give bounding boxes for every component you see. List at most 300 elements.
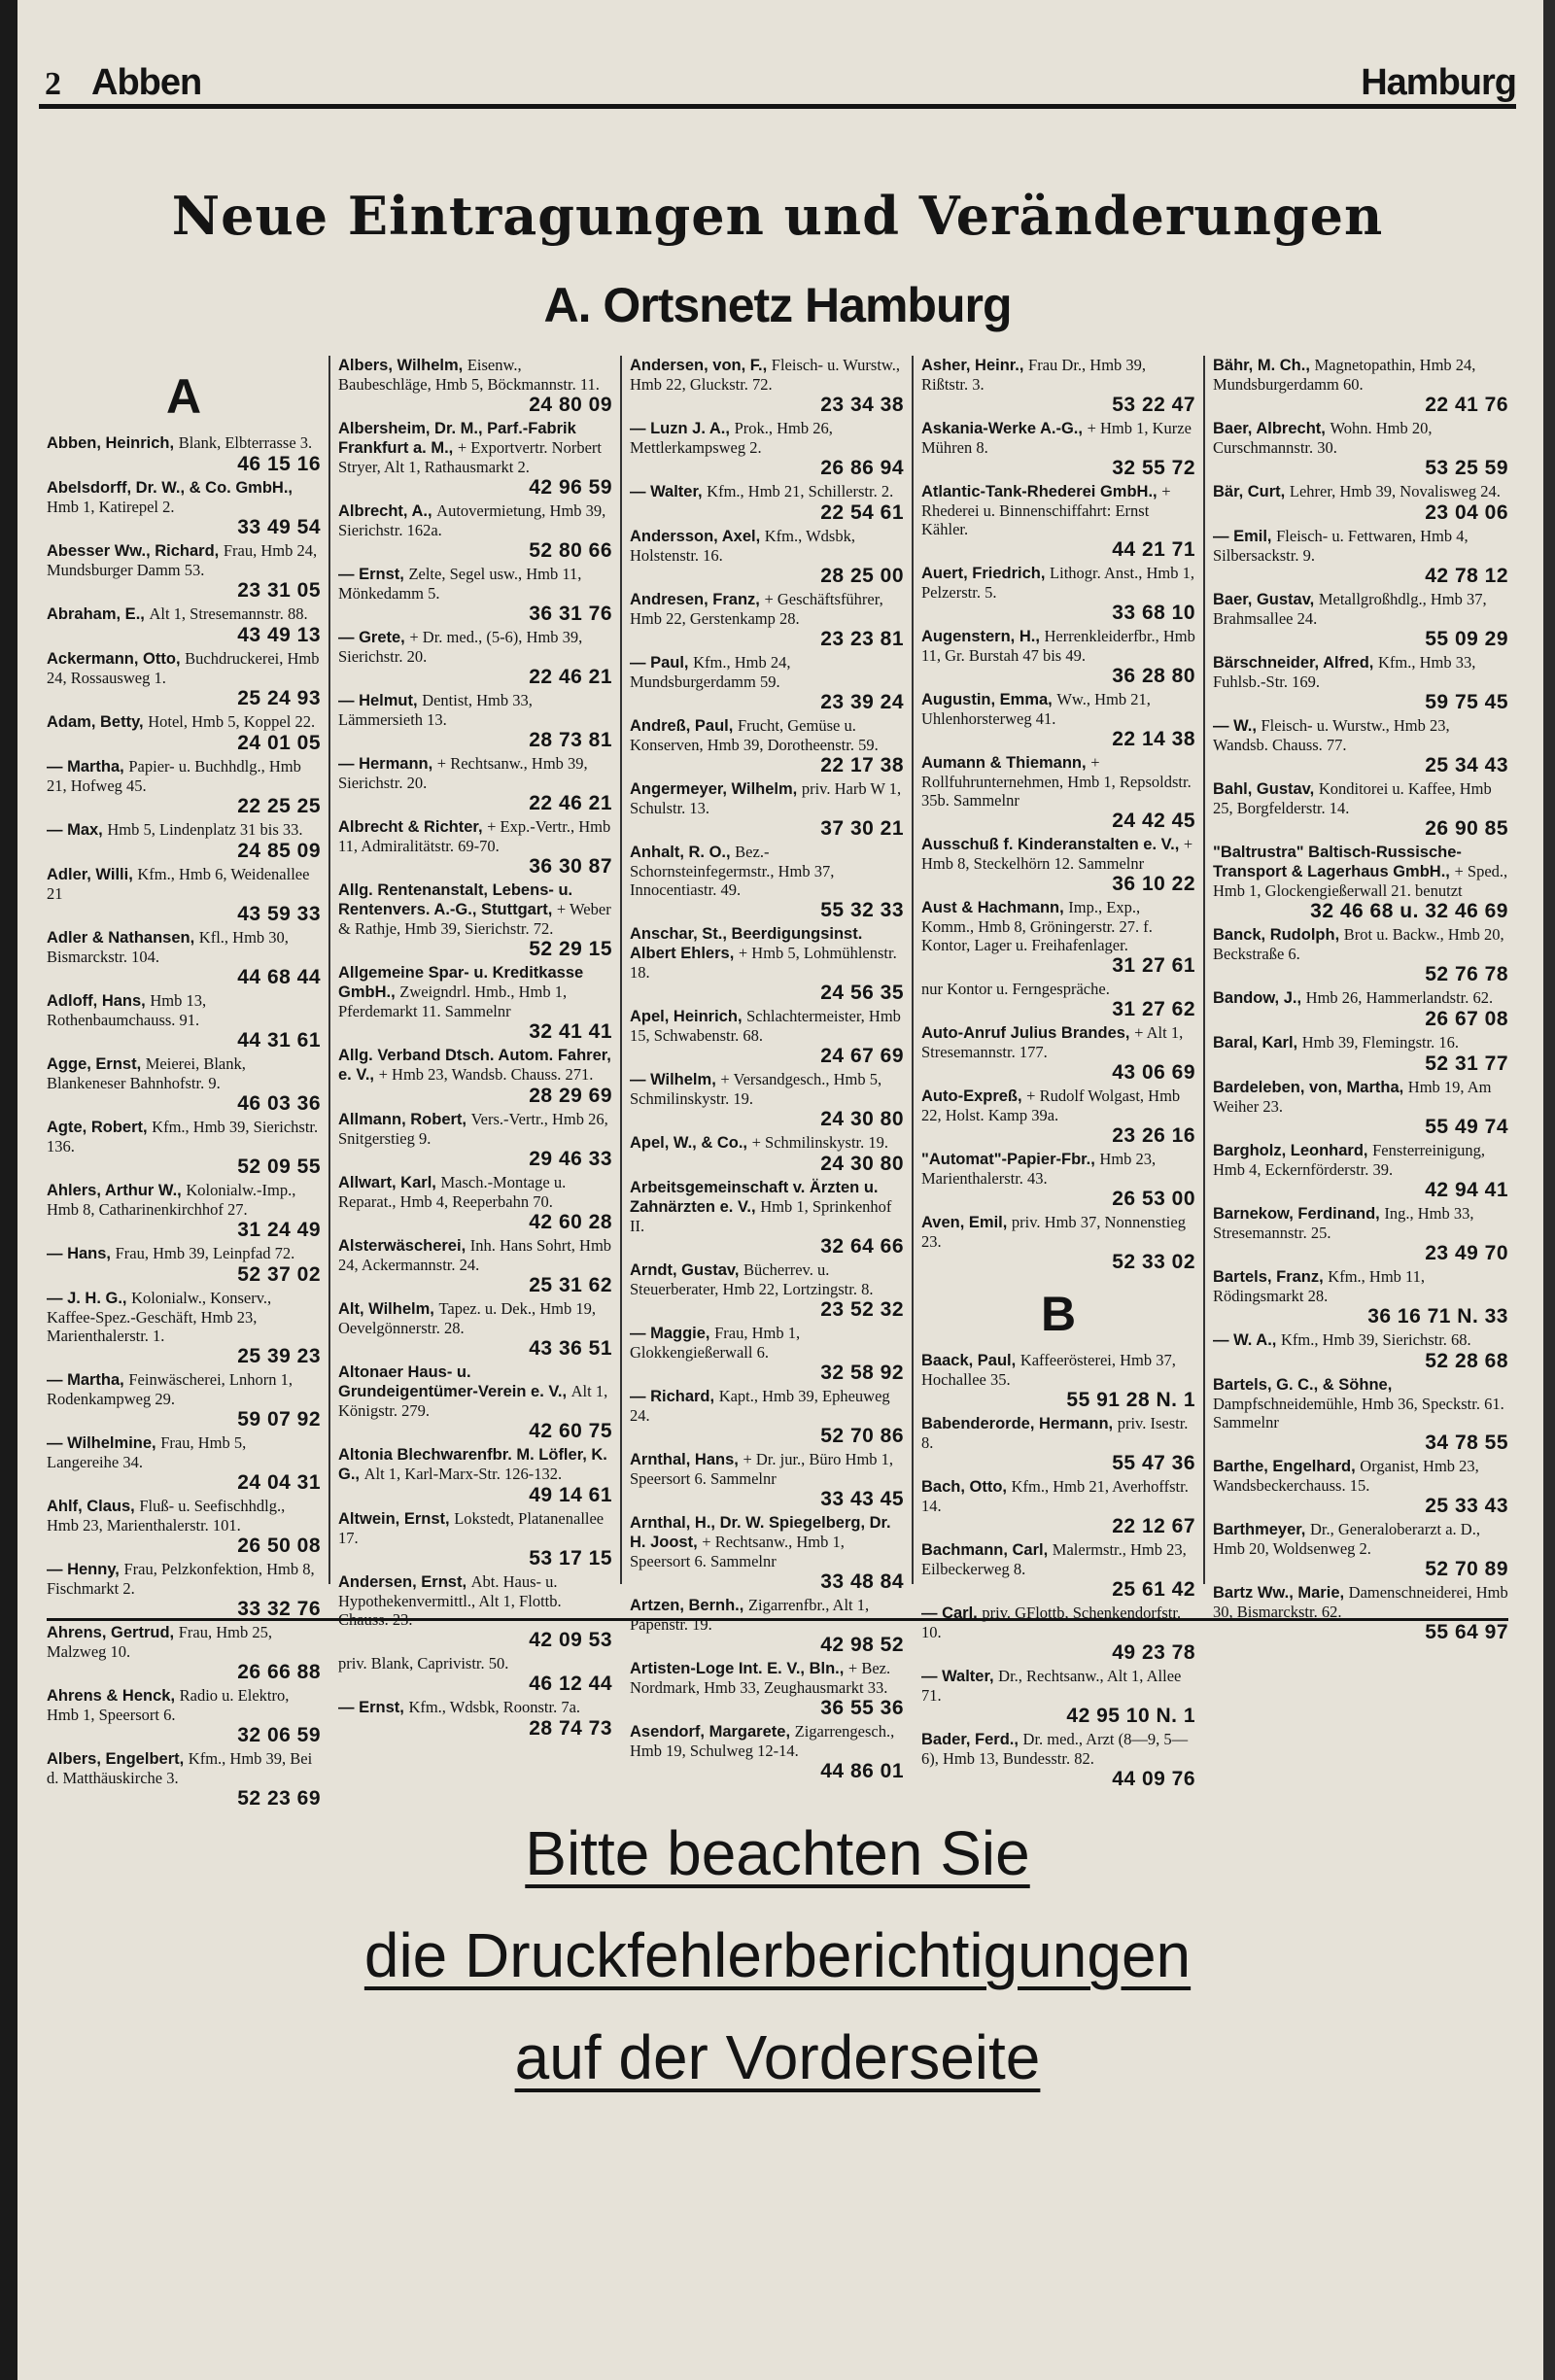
directory-entry — [47, 541, 321, 602]
entry-phone: 42 96 59 — [529, 476, 612, 499]
directory-entry — [630, 1659, 904, 1719]
entry-phone: 43 59 33 — [237, 903, 321, 925]
entry-name: Ahrens, Gertrud, — [47, 1624, 179, 1641]
entry-name: Asher, Heinr., — [921, 357, 1029, 374]
directory-entry — [338, 1572, 612, 1651]
directory-entry — [921, 1351, 1195, 1411]
directory-entry — [630, 1387, 904, 1447]
entry-phone: 29 46 33 — [529, 1148, 612, 1170]
entry-phone: 32 55 72 — [1112, 457, 1195, 479]
directory-entry — [338, 1173, 612, 1233]
entry-phone: 26 90 85 — [1425, 817, 1508, 840]
entry-phone: 49 14 61 — [529, 1484, 612, 1506]
entry-phone: 26 66 88 — [237, 1661, 321, 1683]
notice-line-3: auf der Vorderseite — [514, 2022, 1041, 2092]
entry-details: + Rollfuhrunternehmen, Hmb 1, Repsoldstr. 35b. Sammelnr — [921, 753, 1192, 810]
directory-entry — [630, 716, 904, 776]
entry-phone: 52 76 78 — [1425, 963, 1508, 985]
entry-details: Vers.-Vertr., Hmb 26, Snitgerstieg 9. — [338, 1110, 608, 1148]
entry-name: Barthmeyer, — [1213, 1521, 1310, 1538]
directory-entry — [338, 817, 612, 878]
directory-entry — [630, 1324, 904, 1384]
page-title: Neue Eintragungen und Veränderungen — [171, 185, 1384, 247]
entry-name: Adloff, Hans, — [47, 992, 151, 1010]
entry-details: + Alt 1, Stresemannstr. 177. — [921, 1023, 1184, 1061]
entry-details: + Exp.-Vertr., Hmb 11, Admiralitätstr. 69-70. — [338, 817, 611, 855]
directory-entry — [921, 1477, 1195, 1537]
entry-name: Allgemeine Spar- u. Kreditkasse GmbH., — [338, 964, 584, 1001]
entry-details: Schlachtermeister, Hmb 15, Schwabenstr. 68. — [630, 1007, 901, 1045]
entry-phone: 24 30 80 — [820, 1153, 904, 1175]
entry-phone: 44 31 61 — [237, 1029, 321, 1052]
directory-entry — [1213, 1204, 1508, 1264]
entry-name: — J. H. G., — [47, 1290, 132, 1307]
entry-name: "Baltrustra" Baltisch-Russische-Transport & Lagerhaus GmbH., — [1213, 844, 1462, 880]
entry-details: Fleisch- u. Fettwaren, Hmb 4, Silbersackstr. 9. — [1213, 527, 1469, 565]
entry-details: priv. Isestr. 8. — [921, 1414, 1189, 1452]
entry-name: Augustin, Emma, — [921, 691, 1057, 708]
entry-name: Bähr, M. Ch., — [1213, 357, 1315, 374]
directory-entry — [1213, 1330, 1508, 1372]
entry-name: — Hans, — [47, 1245, 116, 1262]
entry-phone: 55 49 74 — [1425, 1116, 1508, 1138]
entry-phone: 33 32 76 — [237, 1598, 321, 1620]
entry-phone: 23 04 06 — [1425, 501, 1508, 524]
entry-details: Papier- u. Buchhdlg., Hmb 21, Hofweg 45. — [47, 757, 301, 795]
entry-details: + Versandgesch., Hmb 5, Schmilinskystr. 19. — [630, 1070, 882, 1108]
directory-entry — [630, 843, 904, 921]
entry-phone: 59 07 92 — [237, 1408, 321, 1431]
entry-phone: 42 95 10 N. 1 — [1066, 1705, 1195, 1727]
entry-details: Kfm., Hmb 39, Sierichstr. 68. — [1280, 1330, 1471, 1349]
entry-details: + Hmb 8, Steckelhörn 12. Sammelnr — [921, 835, 1193, 873]
entry-details: Frau, Hmb 1, Glokkengießerwall 6. — [630, 1324, 801, 1362]
entry-name: Allg. Verband Dtsch. Autom. Fahrer, e. V., — [338, 1047, 611, 1084]
entry-phone: 37 30 21 — [820, 817, 904, 840]
entry-name: Allg. Rentenanstalt, Lebens- u. Rentenvers. A.-G., Stuttgart, — [338, 881, 573, 918]
entry-name: Abelsdorff, Dr. W., & Co. GmbH., — [47, 479, 294, 497]
entry-details: Hmb 1, Katirepel 2. — [47, 498, 175, 516]
entry-phone: 36 31 76 — [529, 603, 612, 625]
entry-name: Arndt, Gustav, — [630, 1261, 744, 1279]
entry-phone: 32 06 59 — [237, 1724, 321, 1746]
entry-name: Ahlers, Arthur W., — [47, 1182, 187, 1199]
entry-phone: 42 60 75 — [529, 1420, 612, 1442]
entry-name: Ahlf, Claus, — [47, 1498, 140, 1515]
entry-phone: 22 46 21 — [529, 792, 612, 814]
entry-details: Dr. med., Arzt (8—9, 5—6), Hmb 13, Bundesstr. 82. — [921, 1730, 1189, 1768]
entry-details: Kfm., Hmb 24, Mundsburgerdamm 59. — [630, 653, 791, 691]
entry-phone: 55 91 28 N. 1 — [1066, 1389, 1195, 1411]
entry-name: Andersen, Ernst, — [338, 1573, 471, 1591]
entry-name: Ahrens & Henck, — [47, 1687, 180, 1705]
entry-details: Kfm., Hmb 11, Rödingsmarkt 28. — [1213, 1267, 1426, 1305]
entry-name: Abraham, E., — [47, 605, 150, 623]
entry-name: — Paul, — [630, 654, 694, 672]
entry-details: Masch.-Montage u. Reparat., Hmb 4, Reeperbahn 70. — [338, 1173, 567, 1211]
entry-phone: 42 60 28 — [529, 1211, 612, 1233]
directory-entry — [47, 1497, 321, 1557]
directory-entry — [47, 757, 321, 817]
entry-details: + Hmb 1, Kurze Mühren 8. — [921, 419, 1192, 457]
entry-phone: 24 67 69 — [820, 1045, 904, 1067]
entry-name: Auto-Expreß, — [921, 1087, 1027, 1105]
entry-name: Allwart, Karl, — [338, 1174, 441, 1191]
entry-phone: 43 36 51 — [529, 1337, 612, 1360]
directory-entry — [630, 527, 904, 587]
entry-phone: 23 26 16 — [1112, 1124, 1195, 1147]
page-number: 2 — [45, 66, 61, 102]
entry-details: Abt. Haus- u. Hypothekenvermittl., Alt 1, Flottb. Chauss. 23. — [338, 1572, 562, 1629]
entry-details: Frau, Hmb 25, Malzweg 10. — [47, 1623, 272, 1661]
entry-details: Kfm., Hmb 6, Weidenallee 21 — [47, 865, 310, 903]
entry-phone: 24 56 35 — [820, 982, 904, 1004]
entry-name: Agte, Robert, — [47, 1119, 153, 1136]
entry-name: Albers, Engelbert, — [47, 1750, 189, 1768]
directory-entry — [921, 627, 1195, 687]
header-rule — [39, 104, 1516, 109]
entry-details: Dr., Generaloberarzt a. D., Hmb 20, Woldsenweg 2. — [1213, 1520, 1480, 1558]
directory-entry — [1213, 356, 1508, 416]
entry-name: — Henny, — [47, 1561, 124, 1578]
entry-name: Baral, Karl, — [1213, 1034, 1302, 1052]
entry-phone: 23 52 32 — [820, 1298, 904, 1321]
entry-phone: 52 70 89 — [1425, 1558, 1508, 1580]
entry-phone: 55 47 36 — [1112, 1452, 1195, 1474]
entry-phone: 25 33 43 — [1425, 1495, 1508, 1517]
entry-name: Arbeitsgemeinschaft v. Ärzten u. Zahnärzten e. V., — [630, 1179, 879, 1216]
directory-entry — [1213, 1033, 1508, 1075]
column-4 — [914, 356, 1205, 1790]
entry-name: Altwein, Ernst, — [338, 1510, 455, 1528]
entry-details: Lokstedt, Platanenallee 17. — [338, 1509, 605, 1547]
section-letter-b: B — [1040, 1287, 1077, 1341]
entry-name: Bachmann, Carl, — [921, 1541, 1053, 1559]
entry-details: Autovermietung, Hmb 39, Sierichstr. 162a. — [338, 501, 606, 539]
directory-entry — [630, 1070, 904, 1130]
entry-name: Bandow, J., — [1213, 989, 1306, 1007]
entry-details: Frucht, Gemüse u. Konserven, Hmb 39, Dorotheenstr. 59. — [630, 716, 879, 754]
directory-entry — [630, 1513, 904, 1593]
entry-details: Dentist, Hmb 33, Lämmersieth 13. — [338, 691, 533, 729]
directory-entry — [47, 1118, 321, 1178]
entry-name: Anschar, St., Beerdigungsinst. Albert Ehlers, — [630, 925, 863, 962]
directory-entry — [47, 1623, 321, 1683]
entry-details: Kfm., Hmb 39, Sierichstr. 136. — [47, 1118, 319, 1156]
entry-name: Agge, Ernst, — [47, 1055, 146, 1073]
entry-phone: 42 09 53 — [529, 1629, 612, 1651]
entry-details: Dampfschneidemühle, Hmb 36, Speckstr. 61. Sammelnr — [1213, 1395, 1504, 1431]
entry-phone: 36 10 22 — [1112, 873, 1195, 895]
entry-details: Kapt., Hmb 39, Epheuweg 24. — [630, 1387, 890, 1425]
entry-name: Bader, Ferd., — [921, 1731, 1023, 1748]
entry-details: Eisenw., Baubeschläge, Hmb 5, Böckmannstr. 11. — [338, 356, 600, 394]
directory-entry — [338, 880, 612, 960]
directory-entry — [921, 1213, 1195, 1273]
entry-name: — Wilhelm, — [630, 1071, 721, 1088]
entry-details: Bücherrev. u. Steuerberater, Hmb 22, Lortzingstr. 8. — [630, 1260, 874, 1298]
entry-phone: 31 27 62 — [1112, 998, 1195, 1020]
entry-details: Frau Dr., Hmb 39, Rißtstr. 3. — [921, 356, 1147, 394]
entry-details: Kfm., Hmb 21, Schillerstr. 2. — [707, 482, 894, 500]
directory-entry — [1213, 590, 1508, 650]
directory-entry — [47, 1749, 321, 1810]
entry-name: Albers, Wilhelm, — [338, 357, 467, 374]
directory-entry — [921, 1730, 1195, 1790]
entry-phone: 52 31 77 — [1425, 1052, 1508, 1075]
entry-phone: 44 21 71 — [1112, 538, 1195, 561]
directory-entry — [630, 1133, 904, 1175]
entry-details: + Bez. Nordmark, Hmb 33, Zeughausmarkt 33. — [630, 1659, 891, 1697]
entry-details: Wohn. Hmb 20, Curschmannstr. 30. — [1213, 419, 1433, 457]
entry-name: — Richard, — [630, 1388, 719, 1405]
directory-entry — [921, 980, 1195, 1020]
entry-name: Barthe, Engelhard, — [1213, 1458, 1361, 1475]
entry-name: Askania-Werke A.-G., — [921, 420, 1088, 437]
entry-name: Alt, Wilhelm, — [338, 1300, 439, 1318]
entry-phone: 26 50 08 — [237, 1535, 321, 1557]
entry-name: — Helmut, — [338, 692, 423, 709]
directory-entry — [1213, 1520, 1508, 1580]
entry-name: Angermeyer, Wilhelm, — [630, 780, 802, 798]
entry-phone: 46 12 44 — [529, 1673, 612, 1695]
entry-name: Aust & Hachmann, — [921, 899, 1069, 916]
entry-name: — Luzn J. A., — [630, 420, 735, 437]
entry-phone: 59 75 45 — [1425, 691, 1508, 713]
directory-entry — [1213, 925, 1508, 985]
directory-entry — [47, 433, 321, 475]
entry-name: Albersheim, Dr. M., Parf.-Fabrik Frankfurt a. M., — [338, 420, 576, 457]
entry-phone: 36 16 71 N. 33 — [1367, 1305, 1508, 1328]
directory-entry — [921, 1150, 1195, 1210]
entry-name: — Maggie, — [630, 1325, 715, 1342]
entry-details: Fleisch- u. Wurstw., Hmb 23, Wandsb. Chauss. 77. — [1213, 716, 1450, 754]
directory-entry — [921, 1023, 1195, 1084]
directory-entry — [338, 1654, 612, 1695]
entry-phone: 46 03 36 — [237, 1092, 321, 1115]
header-right-title: Hamburg — [1361, 62, 1516, 103]
entry-details: priv. Harb W 1, Schulstr. 13. — [630, 779, 902, 817]
entry-name: Atlantic-Tank-Rhederei GmbH., — [921, 483, 1162, 500]
entry-name: — Carl, — [921, 1604, 983, 1622]
divider-rule — [47, 1618, 1508, 1621]
entry-phone: 28 29 69 — [529, 1085, 612, 1107]
entry-phone: 23 39 24 — [820, 691, 904, 713]
entry-details: Bez.-Schornsteinfegermstr., Hmb 37, Innocentiastr. 49. — [630, 843, 835, 899]
entry-details: Buchdruckerei, Hmb 24, Rossausweg 1. — [47, 649, 320, 687]
entry-name: — W., — [1213, 717, 1261, 735]
directory-entry — [1213, 779, 1508, 840]
entry-details: Damenschneiderei, Hmb 30, Bismarckstr. 62. — [1213, 1583, 1508, 1621]
directory-entry — [338, 628, 612, 688]
entry-phone: 55 32 33 — [820, 899, 904, 921]
entry-details: Herrenkleiderfbr., Hmb 11, Gr. Burstah 47 bis 49. — [921, 627, 1195, 665]
entry-phone: 23 23 81 — [820, 628, 904, 650]
entry-phone: 31 27 61 — [1112, 954, 1195, 977]
directory-entry — [1213, 1457, 1508, 1517]
directory-entry — [338, 963, 612, 1043]
entry-details: Zweigndrl. Hmb., Hmb 1, Pferdemarkt 11. Sammelnr — [338, 983, 568, 1020]
entry-phone: 33 48 84 — [820, 1570, 904, 1593]
directory-entry — [921, 1604, 1195, 1664]
entry-name: — Martha, — [47, 758, 129, 776]
directory-entry — [338, 1299, 612, 1360]
running-header — [35, 58, 1516, 107]
entry-phone: 26 67 08 — [1425, 1008, 1508, 1030]
entry-phone: 22 46 21 — [529, 666, 612, 688]
directory-entry — [1213, 1267, 1508, 1328]
entry-phone: 42 98 52 — [820, 1634, 904, 1656]
directory-entry — [921, 690, 1195, 750]
entry-details: + Dr. jur., Büro Hmb 1, Speersort 6. Sammelnr — [630, 1450, 894, 1488]
directory-entry — [630, 924, 904, 1004]
entry-details: + Exportvertr. Norbert Stryer, Alt 1, Rathausmarkt 2. — [338, 438, 602, 476]
directory-entry — [1213, 419, 1508, 479]
entry-phone: 24 85 09 — [237, 840, 321, 862]
directory-entry — [47, 649, 321, 709]
entry-name: Auto-Anruf Julius Brandes, — [921, 1024, 1135, 1042]
entry-name: Abesser Ww., Richard, — [47, 542, 224, 560]
entry-phone: 32 41 41 — [529, 1020, 612, 1043]
notice-line-1: Bitte beachten Sie — [525, 1818, 1030, 1888]
entry-phone: 44 68 44 — [237, 966, 321, 988]
entry-phone: 33 43 45 — [820, 1488, 904, 1510]
entry-details: Kfm., Wdsbk, Roonstr. 7a. — [408, 1698, 581, 1716]
entry-details: Kfm., Hmb 21, Averhoffstr. 14. — [921, 1477, 1189, 1515]
directory-entry — [921, 482, 1195, 561]
directory-entry — [47, 1433, 321, 1494]
directory-entry — [1213, 988, 1508, 1030]
entry-name: Baack, Paul, — [921, 1352, 1020, 1369]
column-2 — [330, 356, 622, 1740]
entry-name: — Wilhelmine, — [47, 1434, 161, 1452]
entry-name: Abben, Heinrich, — [47, 434, 179, 452]
entry-name: Artisten-Loge Int. E. V., Bln., — [630, 1660, 848, 1677]
entry-details: + Sped., Hmb 1, Glockengießerwall 21. benutzt — [1213, 862, 1508, 900]
entry-name: — Walter, — [630, 483, 708, 500]
entry-phone: 24 42 45 — [1112, 810, 1195, 832]
entry-phone: 32 64 66 — [820, 1235, 904, 1258]
directory-entry — [47, 991, 321, 1052]
entry-details: Blank, Elbterrasse 3. — [178, 433, 313, 452]
entry-name: Albrecht & Richter, — [338, 818, 488, 836]
directory-entry — [338, 1698, 612, 1740]
entry-phone: 55 64 97 — [1425, 1621, 1508, 1643]
notice-line-2: die Druckfehlerberichtigungen — [363, 1920, 1192, 1990]
directory-entry — [338, 501, 612, 562]
entry-details: Alt 1, Königstr. 279. — [338, 1382, 608, 1420]
directory-entry — [47, 604, 321, 646]
entry-name: — Walter, — [921, 1668, 999, 1685]
header-left-title: Abben — [91, 62, 202, 103]
entry-details: Ww., Hmb 21, Uhlenhorsterweg 41. — [921, 690, 1151, 728]
entry-details: Konditorei u. Kaffee, Hmb 25, Borgfelderstr. 14. — [1213, 779, 1492, 817]
directory-entry — [338, 1362, 612, 1442]
directory-entry — [338, 1445, 612, 1506]
entry-details: + Schmilinskystr. 19. — [751, 1133, 888, 1152]
directory-columns — [39, 356, 1516, 1810]
entry-phone: 55 09 29 — [1425, 628, 1508, 650]
entry-phone: 33 68 10 — [1112, 602, 1195, 624]
entry-details: Feinwäscherei, Lnhorn 1, Rodenkampweg 29. — [47, 1370, 293, 1408]
entry-name: Aumann & Thiemann, — [921, 754, 1091, 772]
entry-details: Prok., Hmb 26, Mettlerkampsweg 2. — [630, 419, 833, 457]
entry-details: Kfm., Wdsbk, Holstenstr. 16. — [630, 527, 855, 565]
directory-entry — [1213, 1141, 1508, 1201]
entry-name: — Ernst, — [338, 566, 409, 583]
section-letter-a: A — [165, 369, 202, 424]
entry-details: Kaffeerösterei, Hmb 37, Hochallee 35. — [921, 1351, 1176, 1389]
entry-name: — Ernst, — [338, 1699, 409, 1716]
entry-phone: 52 28 68 — [1425, 1350, 1508, 1372]
entry-name: Andreß, Paul, — [630, 717, 738, 735]
directory-entry — [630, 1450, 904, 1510]
entry-phone: 42 78 12 — [1425, 565, 1508, 587]
entry-phone: 22 41 76 — [1425, 394, 1508, 416]
entry-details: Fensterreinigung, Hmb 4, Eckernförderstr. 39. — [1213, 1141, 1486, 1179]
entry-name: Artzen, Bernh., — [630, 1597, 748, 1614]
entry-name: Banck, Rudolph, — [1213, 926, 1344, 944]
entry-phone: 36 30 87 — [529, 855, 612, 878]
errata-notice — [0, 1803, 1555, 2109]
entry-name: Bardeleben, von, Martha, — [1213, 1079, 1408, 1096]
directory-entry — [47, 1560, 321, 1620]
entry-name: Adler, Willi, — [47, 866, 138, 883]
directory-entry — [47, 1181, 321, 1241]
entry-details: Frau, Hmb 39, Leinpfad 72. — [115, 1244, 295, 1262]
entry-details: Kfm., Hmb 39, Bei d. Matthäuskirche 3. — [47, 1749, 313, 1787]
entry-details: Hmb 26, Hammerlandstr. 62. — [1305, 988, 1494, 1007]
column-1 — [39, 356, 330, 1810]
column-5 — [1205, 356, 1516, 1643]
entry-details: + Geschäftsführer, Hmb 22, Gerstenkamp 28. — [630, 590, 883, 628]
entry-details: + Rudolf Wolgast, Hmb 22, Holst. Kamp 39a. — [921, 1087, 1181, 1124]
entry-phone: 53 25 59 — [1425, 457, 1508, 479]
entry-details: + Rechtsanw., Hmb 1, Speersort 6. Sammelnr — [630, 1533, 845, 1570]
entry-details: Hmb 1, Sprinkenhof II. — [630, 1197, 892, 1235]
entry-details: Alt 1, Karl-Marx-Str. 126-132. — [363, 1465, 563, 1483]
entry-details: + Hmb 5, Lohmühlenstr. 18. — [630, 944, 897, 982]
entry-phone: 44 09 76 — [1112, 1768, 1195, 1790]
directory-entry — [1213, 482, 1508, 524]
directory-entry — [1213, 843, 1508, 922]
entry-phone: 36 28 80 — [1112, 665, 1195, 687]
entry-phone: 22 25 25 — [237, 795, 321, 817]
entry-phone: 25 24 93 — [237, 687, 321, 709]
entry-details: + Hmb 23, Wandsb. Chauss. 271. — [378, 1065, 594, 1084]
entry-name: Alsterwäscherei, — [338, 1237, 470, 1255]
entry-phone: 23 34 38 — [820, 394, 904, 416]
entry-name: Adam, Betty, — [47, 713, 149, 731]
directory-entry — [1213, 1375, 1508, 1454]
entry-name: Bär, Curt, — [1213, 483, 1290, 500]
directory-entry — [47, 865, 321, 925]
entry-details: Radio u. Elektro, Hmb 1, Speersort 6. — [47, 1686, 290, 1724]
entry-phone: 43 49 13 — [237, 624, 321, 646]
entry-name: — Grete, — [338, 629, 410, 646]
entry-details: Organist, Hmb 23, Wandsbeckerchauss. 15. — [1213, 1457, 1479, 1495]
directory-entry — [630, 482, 904, 524]
entry-phone: 22 54 61 — [820, 501, 904, 524]
entry-name: — Max, — [47, 821, 108, 839]
entry-phone: 28 25 00 — [820, 565, 904, 587]
entry-details: + Rhederei u. Binnenschiffahrt: Ernst Kähler. — [921, 482, 1171, 538]
entry-phone: 52 80 66 — [529, 539, 612, 562]
entry-name: Auert, Friedrich, — [921, 565, 1051, 582]
entry-details: + Dr. med., (5-6), Hmb 39, Sierichstr. 20. — [338, 628, 583, 666]
entry-phone: 49 23 78 — [1112, 1641, 1195, 1664]
entry-details: Kfm., Hmb 33, Fuhlsb.-Str. 169. — [1213, 653, 1476, 691]
